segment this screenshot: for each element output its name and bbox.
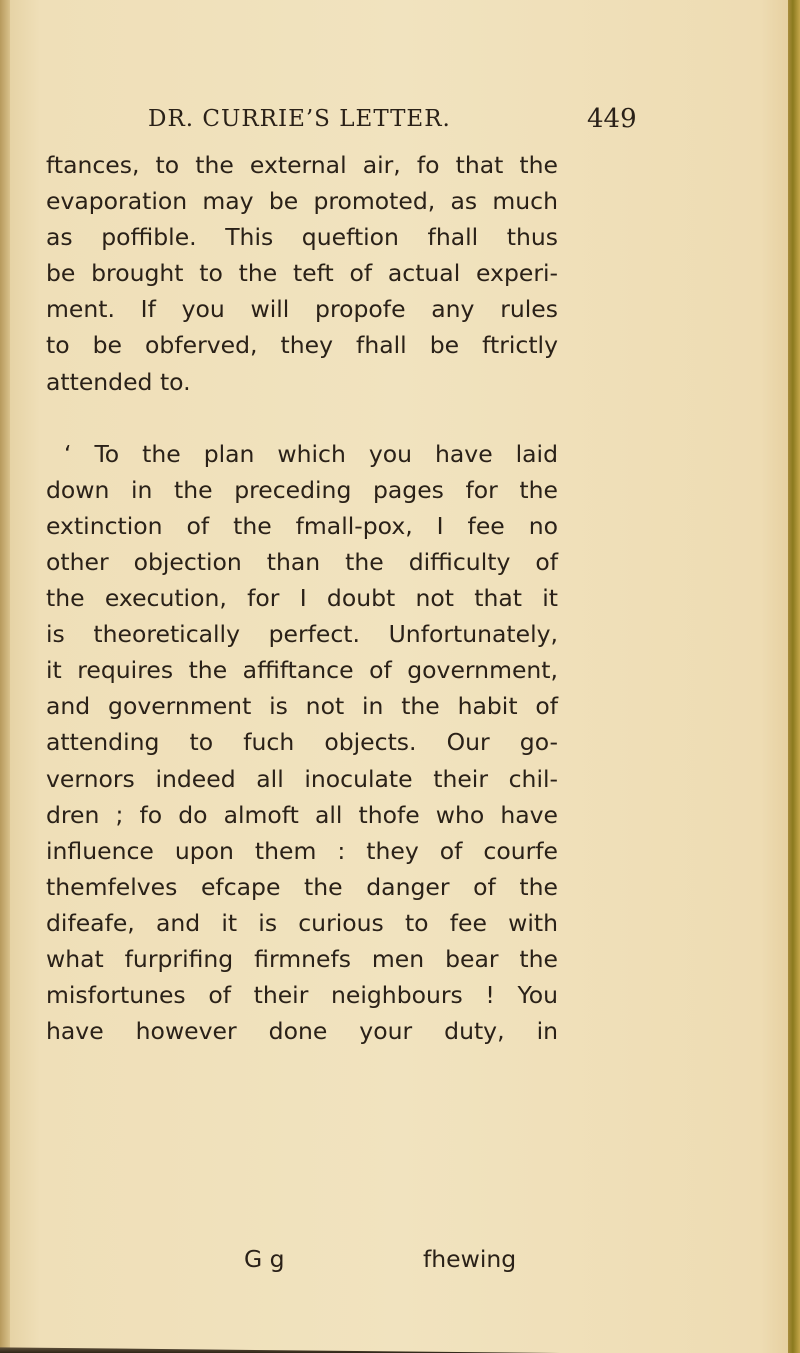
text-line: ftances, to the external air, fo that the xyxy=(46,151,558,179)
text-line: ‘ To the plan which you have laid xyxy=(64,439,558,468)
text-line: and government is not in the habit of xyxy=(46,692,558,721)
catchword: fhewing xyxy=(423,1245,517,1273)
text-line: other objection than the difficulty of xyxy=(46,547,558,576)
text-line: evaporation may be promoted, as much xyxy=(46,187,558,216)
text-line: extinction of the fmall-pox, I fee no xyxy=(46,511,558,540)
text-line: attended to. xyxy=(46,367,191,396)
text-line: it requires the affiftance of government, xyxy=(46,656,558,685)
body-text xyxy=(46,147,558,1049)
text-line: down in the preceding pages for the xyxy=(46,475,558,504)
text-line: the execution, for I doubt not that it xyxy=(46,584,558,613)
text-line: misfortunes of their neighbours ! You xyxy=(46,981,558,1010)
text-line: ment. If you will propofe any rules xyxy=(46,295,558,324)
text-line: be brought to the teft of actual experi- xyxy=(46,259,558,288)
page-gutter xyxy=(0,0,10,1353)
paragraph-gap xyxy=(46,400,558,436)
text-line: difeafe, and it is curious to fee with xyxy=(46,908,558,937)
text-line: is theoretically perfect. Unfortunately, xyxy=(46,620,558,649)
text-line: as poffible. This queftion fhall thus xyxy=(46,223,558,252)
text-line: dren ; fo do almoft all thofe who have xyxy=(46,800,558,829)
text-line: themfelves efcape the danger of the xyxy=(46,872,558,901)
text-line: attending to fuch objects. Our go- xyxy=(46,728,558,757)
text-line: to be obferved, they fhall be ftrictly xyxy=(46,331,558,360)
signature-mark: G g xyxy=(244,1245,285,1273)
text-line: vernors indeed all inoculate their chil- xyxy=(46,764,558,793)
text-line: have however done your duty, in xyxy=(46,1017,558,1046)
text-line: what furprifing firmnefs men bear the xyxy=(46,944,558,973)
text-line: influence upon them : they of courfe xyxy=(46,836,558,865)
page-edge xyxy=(788,0,800,1353)
running-head: DR. CURRIE’S LETTER. xyxy=(148,106,451,132)
page-number: 449 xyxy=(587,104,637,134)
